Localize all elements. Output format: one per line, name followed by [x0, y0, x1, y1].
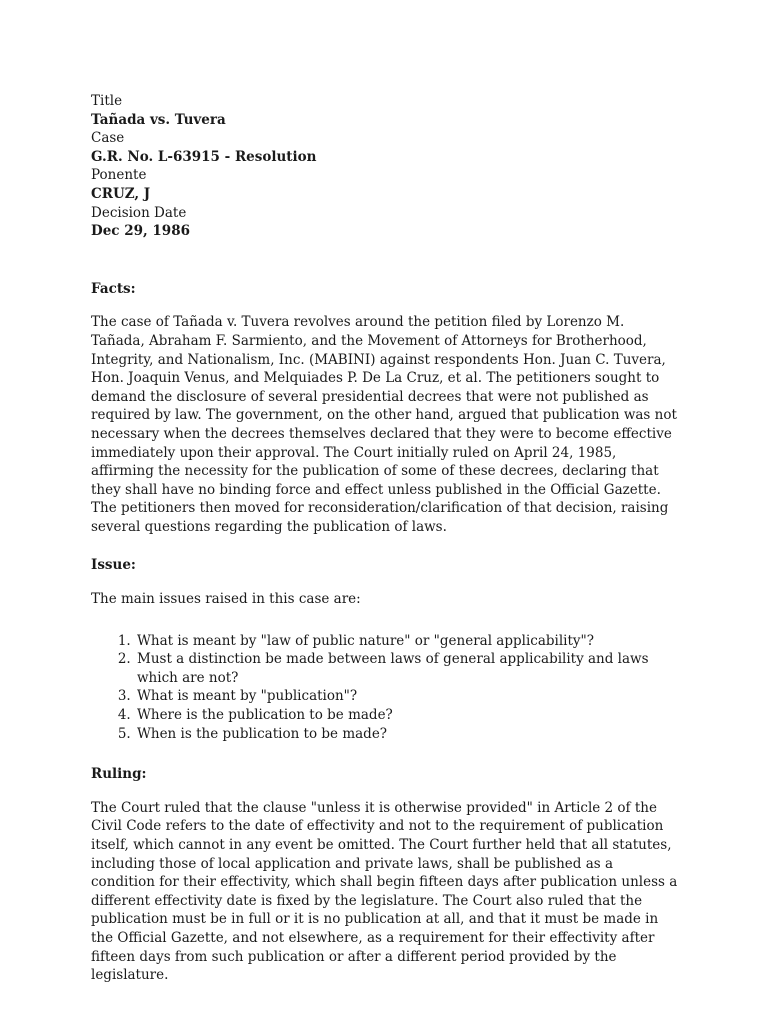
facts-heading: Facts: [91, 280, 136, 297]
case-metadata [91, 92, 678, 241]
issue-heading: Issue: [91, 557, 136, 574]
case-label: Case [91, 130, 125, 147]
issue-intro: The main issues raised in this case are: [91, 591, 361, 608]
decision-date-value: Dec 29, 1986 [91, 223, 190, 240]
title-label: Title [91, 93, 123, 109]
list-item: 3. What is meant by "publication"? [135, 687, 678, 706]
list-item: 4. Where is the publication to be made? [135, 706, 678, 725]
ruling-paragraph: The Court ruled that the clause "unless it is otherwise provided" in Article 2 of the Civil Code refers to the date of effectivity and not to the requirement of publication itself, which cannot in any event be omitted. The Court further held that all statutes, including those of local application and private laws, shall be published as a condition for their effectivity, which shall begin fifteen days after publication unless a different effectivity date is fixed by the legislature. The Court also ruled that the publication must be in full or it is no publication at all, and that it must be made in the Official Gazette, and not elsewhere, as a requirement for their effectivity after fifteen days from such publication or after a different period provided by the legislature. [91, 799, 678, 984]
list-item: 1. What is meant by "law of public nature" or "general applicability"? [135, 632, 678, 651]
decision-date-label: Decision Date [91, 204, 187, 221]
ponente-value: CRUZ, J [91, 185, 151, 202]
case-value: G.R. No. L-63915 - Resolution [91, 148, 317, 165]
ruling-heading: Ruling: [91, 766, 147, 783]
list-item: 5. When is the publication to be made? [135, 725, 678, 744]
facts-paragraph: The case of Tañada v. Tuvera revolves around the petition filed by Lorenzo M. Tañada, Abraham F. Sarmiento, and the Movement of Attorneys for Brotherhood, Integrity, and Nationalism, Inc. (MABINI) against respondents Hon. Juan C. Tuvera, Hon. Joaquin Venus, and Melquiades P. De La Cruz, et al. The petitioners sought to demand the disclosure of several presidential decrees that were not published as required by law. The government, on the other hand, argued that publication was not necessary when the decrees themselves declared that they were to become effective immediately upon their approval. The Court initially ruled on April 24, 1985, affirming the necessity for the publication of some of these decrees, declaring that they shall have no binding force and effect unless published in the Official Gazette. The petitioners then moved for reconsideration/clarification of that decision, raising several questions regarding the publication of laws. [91, 314, 677, 535]
facts-section [91, 280, 678, 537]
issue-list [91, 632, 678, 744]
list-item: 2. Must a distinction be made between laws of general applicability and laws which are not? [135, 650, 678, 687]
title-value: Tañada vs. Tuvera [91, 111, 226, 128]
ruling-section [91, 765, 678, 985]
ponente-label: Ponente [91, 167, 147, 184]
issue-section [91, 556, 678, 743]
